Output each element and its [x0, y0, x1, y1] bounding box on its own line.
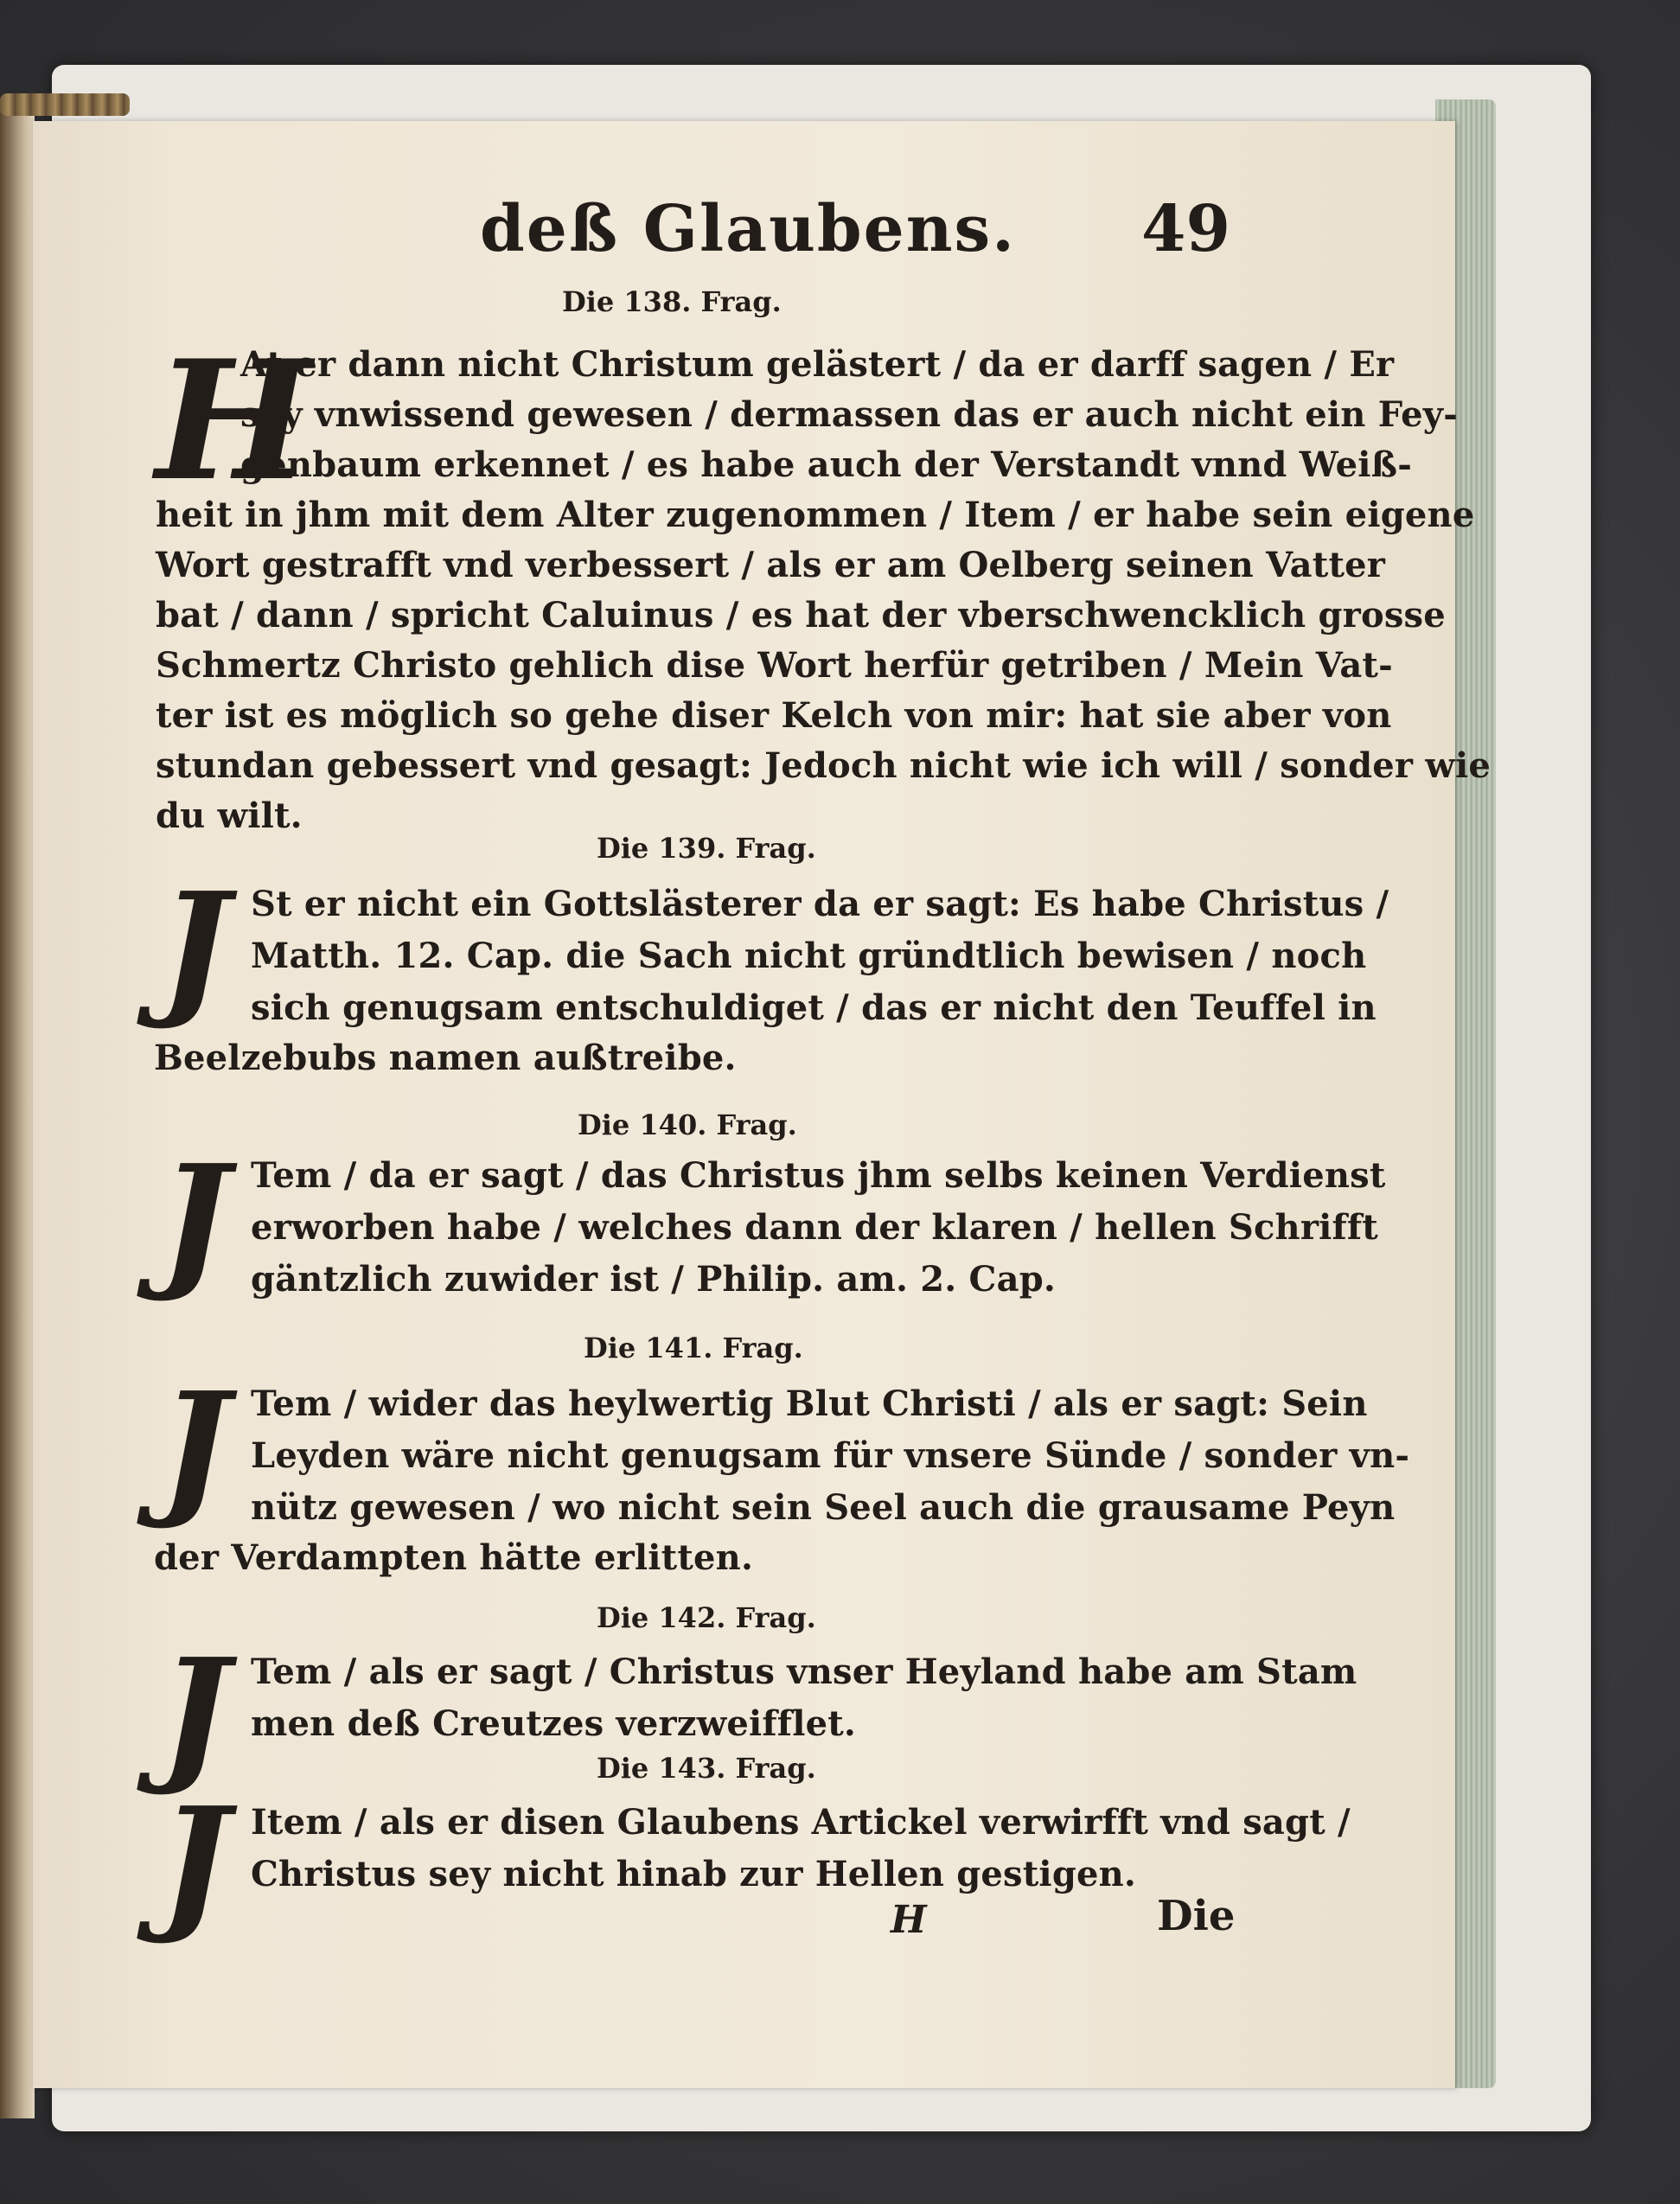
text-line: bat / dann / spricht Caluinus / es hat der vberschwencklich grosse — [156, 595, 1446, 636]
text-line: Wort gestrafft vnd verbessert / als er am Oelberg seinen Vatter — [156, 545, 1386, 585]
signature-mark: H — [891, 1898, 927, 1942]
text-line: Tem / als er sagt / Christus vnser Heyland habe am Stam — [251, 1651, 1357, 1692]
decorated-initial: J — [160, 1775, 230, 1948]
text-line: der Verdampten hätte erlitten. — [154, 1537, 754, 1578]
text-line: Beelzebubs namen außtreibe. — [154, 1038, 737, 1078]
text-line: Tem / wider das heylwertig Blut Christi / als er sagt: Sein — [251, 1383, 1368, 1424]
text-line: Schmertz Christo gehlich dise Wort herfür getriben / Mein Vat- — [156, 645, 1393, 686]
question-title: Die 141. Frag. — [584, 1332, 803, 1364]
text-line: heit in jhm mit dem Alter zugenommen / Item / er habe sein eigene — [156, 495, 1475, 535]
text-line: Item / als er disen Glaubens Artickel verwirfft vnd sagt / — [251, 1802, 1351, 1843]
binding-thread — [0, 93, 130, 116]
text-line: du wilt. — [156, 795, 303, 836]
text-line: At er dann nicht Christum gelästert / da er darff sagen / Er — [240, 344, 1395, 385]
running-head: deß Glaubens. — [480, 192, 1016, 266]
decorated-initial: J — [160, 1626, 230, 1799]
text-line: genbaum erkennet / es habe auch der Verstandt vnnd Weiß- — [240, 444, 1413, 485]
question-title: Die 143. Frag. — [597, 1752, 816, 1785]
question-title: Die 142. Frag. — [597, 1601, 816, 1634]
text-line: stundan gebessert vnd gesagt: Jedoch nicht wie ich will / sonder wie — [156, 745, 1491, 786]
text-line: Matth. 12. Cap. die Sach nicht gründtlich bewisen / noch — [251, 936, 1367, 976]
text-line: men deß Creutzes verzweifflet. — [251, 1703, 857, 1744]
text-line: Christus sey nicht hinab zur Hellen gestigen. — [251, 1854, 1137, 1894]
text-line: sich genugsam entschuldiget / das er nicht den Teuffel in — [251, 987, 1377, 1028]
text-line: St er nicht ein Gottslästerer da er sagt: Es habe Christus / — [251, 884, 1389, 924]
text-line: erworben habe / welches dann der klaren / hellen Schrifft — [251, 1207, 1378, 1248]
text-line: Leyden wäre nicht genugsam für vnsere Sünde / sonder vn- — [251, 1435, 1410, 1476]
question-title: Die 138. Frag. — [562, 285, 782, 318]
text-line: sey vnwissend gewesen / dermassen das er auch nicht ein Fey- — [240, 394, 1459, 435]
catchword: Die — [1157, 1892, 1236, 1940]
decorated-initial: J — [160, 860, 230, 1033]
question-title: Die 140. Frag. — [578, 1108, 797, 1141]
page-number: 49 — [1141, 192, 1230, 266]
text-line: nütz gewesen / wo nicht sein Seel auch die grausame Peyn — [251, 1487, 1396, 1528]
text-line: gäntzlich zuwider ist / Philip. am. 2. Cap. — [251, 1259, 1057, 1300]
decorated-initial: H — [156, 324, 311, 517]
decorated-initial: J — [160, 1360, 230, 1533]
text-line: ter ist es möglich so gehe diser Kelch von mir: hat sie aber von — [156, 695, 1392, 736]
decorated-initial: J — [160, 1133, 230, 1306]
text-line: Tem / da er sagt / das Christus jhm selbs keinen Verdienst — [251, 1155, 1386, 1196]
facing-page-edge — [0, 104, 35, 2118]
question-title: Die 139. Frag. — [597, 832, 816, 865]
